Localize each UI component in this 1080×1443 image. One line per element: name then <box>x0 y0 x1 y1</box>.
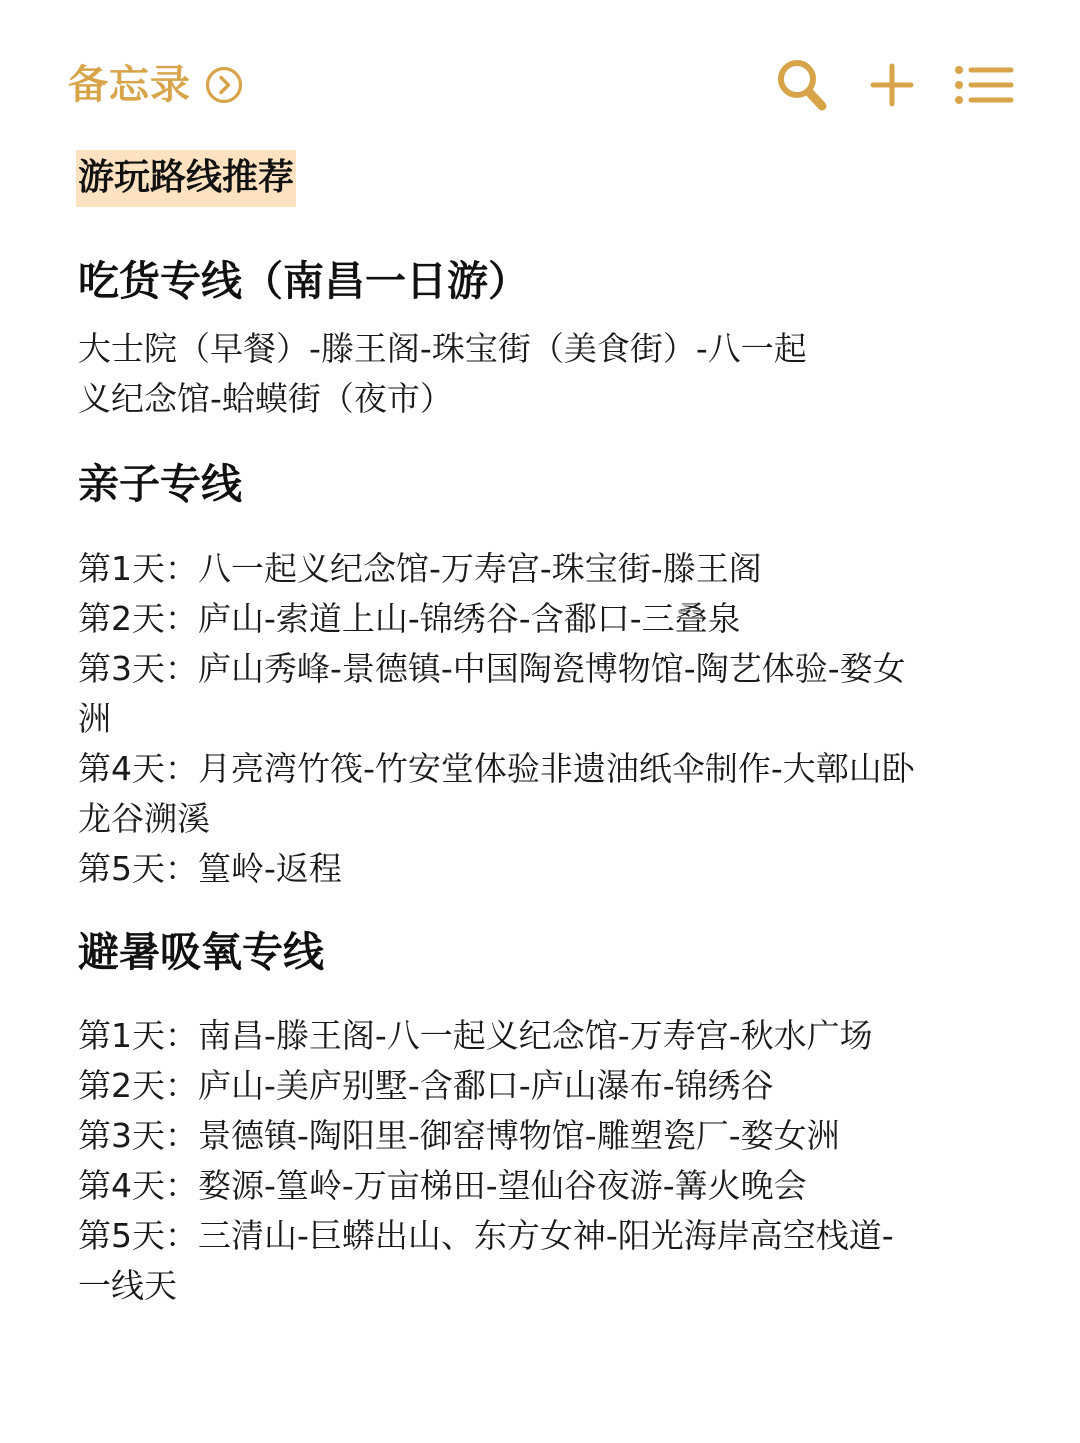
navigation-bar <box>68 52 1014 118</box>
route-line: 第4天：月亮湾竹筏-竹安堂体验非遗油纸伞制作-大鄣山卧 <box>78 748 915 788</box>
note-title: 游玩路线推荐 <box>76 150 296 207</box>
route-line: 龙谷溯溪 <box>78 798 210 838</box>
note-content[interactable] <box>78 150 1000 1311</box>
route-line: 第3天：庐山秀峰-景德镇-中国陶瓷博物馆-陶艺体验-婺女 <box>78 648 906 688</box>
route-line: 第3天：景德镇-陶阳里-御窑博物馆-雕塑瓷厂-婺女洲 <box>78 1115 840 1155</box>
chevron-right-circle-icon <box>205 66 243 104</box>
route-line: 第5天：篁岭-返程 <box>78 848 342 888</box>
back-button[interactable] <box>68 62 243 108</box>
plus-icon <box>870 63 914 107</box>
list-button[interactable] <box>954 65 1014 105</box>
route-line: 第2天：庐山-美庐别墅-含鄱口-庐山瀑布-锦绣谷 <box>78 1065 774 1105</box>
route-line: 一线天 <box>78 1265 177 1305</box>
section-body-foodie <box>78 324 1000 424</box>
route-line: 洲 <box>78 698 111 738</box>
route-line: 第5天：三清山-巨蟒出山、东方女神-阳光海岸高空栈道- <box>78 1215 894 1255</box>
section-heading-summer: 避暑吸氧专线 <box>78 927 324 976</box>
search-button[interactable] <box>774 55 830 115</box>
search-icon <box>774 55 830 115</box>
route-line: 第1天：八一起义纪念馆-万寿宫-珠宝街-滕王阁 <box>78 548 762 588</box>
route-line: 第4天：婺源-篁岭-万亩梯田-望仙谷夜游-篝火晚会 <box>78 1165 807 1205</box>
route-line: 义纪念馆-蛤蟆街（夜市） <box>78 379 453 419</box>
section-heading-foodie: 吃货专线（南昌一日游） <box>78 257 529 306</box>
list-icon <box>954 65 1014 105</box>
route-line: 第1天：南昌-滕王阁-八一起义纪念馆-万寿宫-秋水广场 <box>78 1015 873 1055</box>
route-line: 大士院（早餐）-滕王阁-珠宝街（美食街）-八一起 <box>78 329 807 369</box>
add-button[interactable] <box>870 63 914 107</box>
toolbar-actions <box>774 55 1014 115</box>
section-body-summer <box>78 1011 1000 1311</box>
route-line: 第2天：庐山-索道上山-锦绣谷-含鄱口-三叠泉 <box>78 598 741 638</box>
back-title: 备忘录 <box>68 62 191 108</box>
section-body-family <box>78 544 1000 894</box>
section-heading-family: 亲子专线 <box>78 460 242 509</box>
